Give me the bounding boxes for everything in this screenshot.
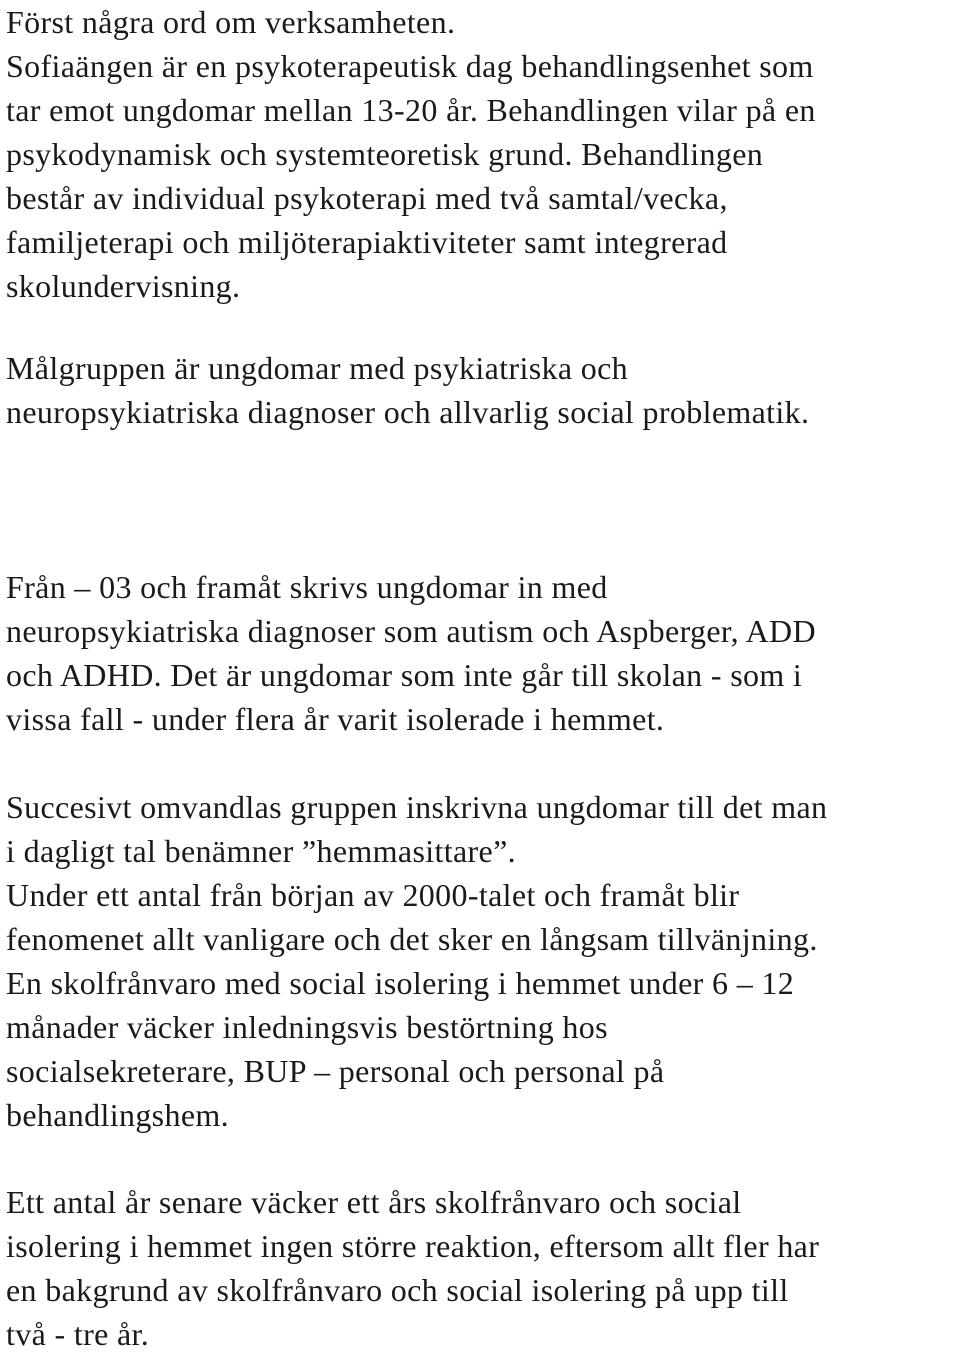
paragraph-target-group [6,346,809,434]
text-line: Först några ord om verksamheten. [6,4,456,40]
text-line: Succesivt omvandlas gruppen inskrivna ungdomar till det man [6,789,828,825]
text-line: behandlingshem. [6,1097,229,1133]
text-line: Målgruppen är ungdomar med psykiatriska och [6,350,629,386]
text-line: Ett antal år senare väcker ett års skolfrånvaro och social [6,1184,742,1220]
text-line: En skolfrånvaro med social isolering i hemmet under 6 – 12 [6,965,795,1001]
text-line: familjeterapi och miljöterapiaktiviteter samt integrerad [6,224,728,260]
paragraph-years-later [6,1180,819,1356]
text-line: Under ett antal från början av 2000-talet och framåt blir [6,877,740,913]
text-line: en bakgrund av skolfrånvaro och social isolering på upp till [6,1272,789,1308]
text-line: skolundervisning. [6,268,241,304]
text-line: och ADHD. Det är ungdomar som inte går till skolan - som i [6,657,803,693]
text-line: neuropsykiatriska diagnoser som autism och Aspberger, ADD [6,613,816,649]
paragraph-intro [6,0,816,308]
paragraph-gradual-change [6,785,827,1137]
text-line: Från – 03 och framåt skrivs ungdomar in med [6,569,608,605]
text-line: tar emot ungdomar mellan 13-20 år. Behandlingen vilar på en [6,92,816,128]
paragraph-from-03 [6,565,816,741]
text-line: isolering i hemmet ingen större reaktion, eftersom allt fler har [6,1228,820,1264]
text-line: psykodynamisk och systemteoretisk grund. Behandlingen [6,136,764,172]
text-line: består av individual psykoterapi med två samtal/vecka, [6,180,728,216]
text-line: fenomenet allt vanligare och det sker en långsam tillvänjning. [6,921,818,957]
text-line: Sofiaängen är en psykoterapeutisk dag behandlingsenhet som [6,48,814,84]
text-line: månader väcker inledningsvis bestörtning hos [6,1009,608,1045]
text-line: två - tre år. [6,1316,150,1352]
text-line: neuropsykiatriska diagnoser och allvarlig social problematik. [6,394,810,430]
text-line: vissa fall - under flera år varit isolerade i hemmet. [6,701,665,737]
text-line: i dagligt tal benämner ”hemmasittare”. [6,833,516,869]
text-line: socialsekreterare, BUP – personal och personal på [6,1053,665,1089]
